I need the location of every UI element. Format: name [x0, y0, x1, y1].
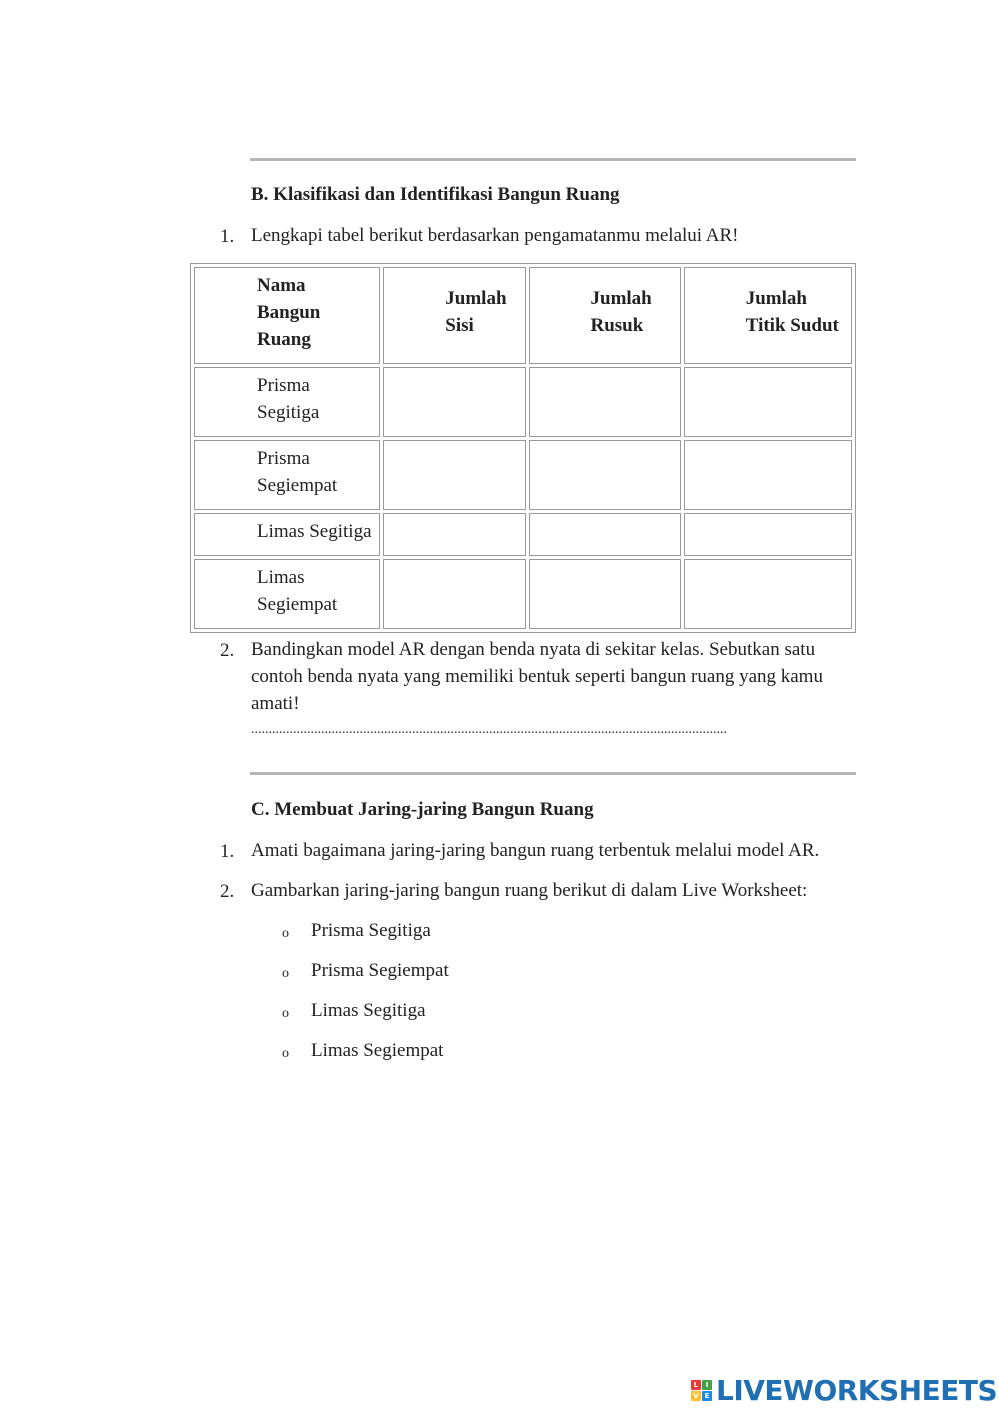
- cell-sisi-input[interactable]: [383, 367, 525, 437]
- cell-titik-sudut-input[interactable]: [684, 367, 852, 437]
- section-c-heading: C. Membuat Jaring-jaring Bangun Ruang: [251, 799, 594, 820]
- cell-rusuk-input[interactable]: [529, 367, 681, 437]
- item-c2-text: Gambarkan jaring-jaring bangun ruang berikut di dalam Live Worksheet:: [251, 880, 808, 901]
- section-b-heading: B. Klasifikasi dan Identifikasi Bangun Ruang: [251, 184, 620, 205]
- item-c1-number: 1.: [220, 841, 235, 862]
- item-b2-number: 2.: [220, 640, 235, 661]
- answer-line[interactable]: ........................................................................................................................................: [251, 722, 727, 737]
- cell-rusuk-input[interactable]: [529, 559, 681, 629]
- logo-mark-tile: L: [691, 1380, 701, 1390]
- row-name: Prisma Segiempat: [194, 440, 380, 510]
- logo-text: LIVEWORKSHEETS: [716, 1373, 998, 1407]
- table-header-row: [194, 267, 852, 364]
- list-item: Prisma Segitiga: [311, 920, 431, 941]
- row-name: Limas Segitiga: [194, 513, 380, 556]
- liveworksheets-logo: [691, 1373, 997, 1407]
- list-item: Prisma Segiempat: [311, 960, 449, 981]
- row-name: Prisma Segitiga: [194, 367, 380, 437]
- cell-titik-sudut-input[interactable]: [684, 559, 852, 629]
- cell-sisi-input[interactable]: [383, 440, 525, 510]
- table-row: [194, 559, 852, 629]
- cell-rusuk-input[interactable]: [529, 440, 681, 510]
- cell-titik-sudut-input[interactable]: [684, 513, 852, 556]
- bullet-icon: o: [282, 1046, 289, 1061]
- header-titik-sudut: Jumlah Titik Sudut: [684, 267, 852, 364]
- cell-sisi-input[interactable]: [383, 559, 525, 629]
- table-row: [194, 440, 852, 510]
- cell-titik-sudut-input[interactable]: [684, 440, 852, 510]
- bullet-icon: o: [282, 1006, 289, 1021]
- item-c2-number: 2.: [220, 881, 235, 902]
- row-name: Limas Segiempat: [194, 559, 380, 629]
- logo-mark-tile: I: [702, 1380, 712, 1390]
- logo-mark-tile: V: [691, 1391, 701, 1401]
- list-item: Limas Segiempat: [311, 1040, 444, 1061]
- table-row: [194, 513, 852, 556]
- logo-mark-tile: E: [702, 1391, 712, 1401]
- item-b1-text: Lengkapi tabel berikut berdasarkan pengamatanmu melalui AR!: [251, 225, 739, 246]
- header-sisi: Jumlah Sisi: [383, 267, 525, 364]
- header-nama: Nama Bangun Ruang: [194, 267, 380, 364]
- bullet-icon: o: [282, 966, 289, 981]
- logo-mark-icon: [691, 1380, 712, 1401]
- item-b1-number: 1.: [220, 226, 235, 247]
- header-rusuk: Jumlah Rusuk: [529, 267, 681, 364]
- bangun-ruang-table: [190, 263, 856, 633]
- cell-sisi-input[interactable]: [383, 513, 525, 556]
- item-c1-text: Amati bagaimana jaring-jaring bangun ruang terbentuk melalui model AR.: [251, 840, 820, 861]
- table-row: [194, 367, 852, 437]
- divider-middle: [250, 772, 856, 775]
- list-item: Limas Segitiga: [311, 1000, 426, 1021]
- cell-rusuk-input[interactable]: [529, 513, 681, 556]
- divider-top: [250, 158, 856, 161]
- item-b2-text: Bandingkan model AR dengan benda nyata di sekitar kelas. Sebutkan satu contoh benda nyata yang memiliki bentuk seperti bangun ruang yang kamu amati!: [251, 639, 823, 714]
- bullet-icon: o: [282, 926, 289, 941]
